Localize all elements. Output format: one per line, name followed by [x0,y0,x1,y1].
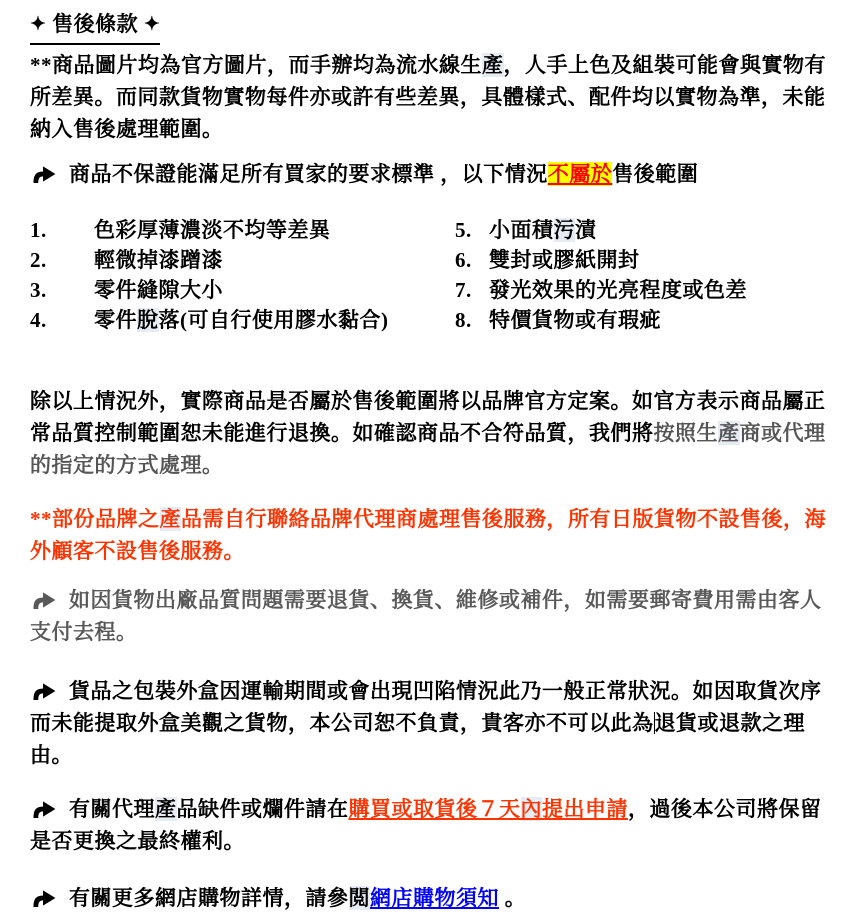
intro-paragraph [30,49,842,145]
decision-text-1: 除以上情況外，實際商品是否屬於售後範圍將以品牌官方定案。如官方表示商品屬正常品質控制範圍恕未能進行退換。如確認商品不合符品質，我們將 [30,389,826,445]
arrow-right-icon [30,164,57,184]
list-text: 零件脫落(可自行使用膠水黏合) [94,308,389,332]
more-info-text-2: 。 [499,886,527,910]
defect-claim-text-1: 有關代理 [69,797,155,821]
list-item [30,305,455,335]
substituted-char: 閲 [348,886,370,910]
more-info-paragraph [30,882,842,914]
arrow-right-icon [30,888,57,908]
exclusions-list-left-column [30,215,455,335]
list-number: 5. [455,218,472,242]
defect-claim-text-3: ，過後本公司將保留是否更換之最終權利。 [30,797,822,853]
substituted-char: 產 [155,797,177,821]
store-shopping-notice-link[interactable]: 網店購物須知 [370,886,499,910]
title-text: 售後條款 [52,12,139,36]
list-number: 7. [455,278,472,302]
list-text: 發光效果的光亮程度或色差 [489,278,747,302]
title-underline [30,8,160,45]
intro-text-1: **商品圖片均為官方圖片，而手辦均為流水線生 [30,53,482,77]
more-info-text-1: 有關更多網店購物詳情，請參 [69,886,349,910]
list-item [455,305,842,335]
official-decision-paragraph [30,385,842,481]
claim-deadline-text-2: 提出申請 [542,797,628,821]
brand-notice-text-2: 品需自行聯絡品牌代理商處理售後服務，所有日版貨物不設售後，海外顧客不設售後服務。 [30,507,826,563]
not-covered-highlight: 不屬於 [547,162,613,186]
shipping-fee-paragraph [30,584,842,648]
list-text: 零件縫隙大小 [94,278,223,302]
arrow-right-icon [30,681,57,701]
brand-notice-paragraph [30,503,842,567]
list-text: 特價貨物或有瑕疵 [489,308,661,332]
four-pointed-star-icon: ✦ [30,14,47,35]
list-number: 1. [30,218,47,242]
arrow-right-icon [30,590,57,610]
list-number: 6. [455,248,472,272]
defect-claim-paragraph [30,793,842,857]
exclusions-list-right-column [455,215,842,335]
list-item [455,275,842,305]
substituted-char: 產 [718,421,740,445]
guarantee-text-2: 售後範圍 [612,162,699,186]
intro-text-2: ，人手上色及組裝可能會與實物有所差異。而同款貨物實物每件亦或許有些差異，具體樣式、配件均以實物為準，未能納入售後處理範圍。 [30,53,826,141]
list-text: 小面積污漬 [489,218,597,242]
page-title [30,8,842,45]
box-condition-paragraph [30,675,842,771]
exclusions-list [30,215,842,335]
defect-claim-text-2: 品缺件或爛件請在 [176,797,349,821]
claim-deadline-text: 購買或取貨後７天 [348,797,521,821]
list-item [30,215,455,245]
list-number: 4. [30,308,47,332]
list-item [455,215,842,245]
brand-notice-text-1: **部份品牌之 [30,507,160,531]
list-text: 色彩厚薄濃淡不均等差異 [94,218,331,242]
list-item [455,245,842,275]
list-number: 2. [30,248,47,272]
substituted-char: 產 [159,507,181,531]
substituted-char: 內 [520,797,542,821]
arrow-right-icon [30,799,57,819]
substituted-char: 產 [482,53,504,77]
list-text: 雙封或膠紙開封 [489,248,640,272]
box-condition-text-2: 退貨或退款之理由。 [30,711,805,767]
list-item [30,275,455,305]
box-condition-text-1: 貨品之包裝外盒因運輸期間或會出現凹陷情況此乃一般正常狀況。如因取貨次序而未能提取外盒美觀之貨物，本公司恕不負責，貴客亦不可以此為 [30,679,822,735]
list-item [30,245,455,275]
decision-text-gray-1: 按照生 [653,421,718,445]
guarantee-text-1: 商品不保證能滿足所有買家的要求標準 ，以下情況 [69,162,548,186]
list-text: 輕微掉漆蹭漆 [94,248,223,272]
guarantee-paragraph [30,158,842,190]
list-number: 3. [30,278,47,302]
list-number: 8. [455,308,472,332]
decision-text-gray-2: 商或代理的指定的方式處理。 [30,421,826,477]
four-pointed-star-icon: ✦ [143,14,161,35]
shipping-fee-text: 如因貨物出廠品質問題需要退貨、換貨、維修或補件，如需要郵寄費用需由客人支付去程。 [30,588,822,644]
